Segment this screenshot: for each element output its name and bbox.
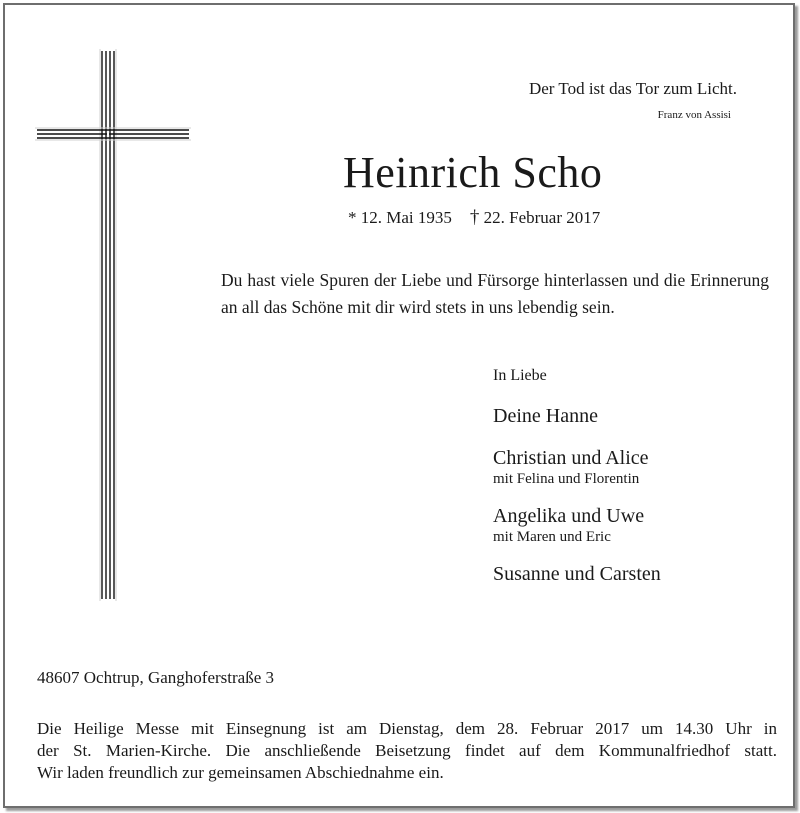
mourner-group [493, 563, 661, 585]
mourner-name: Christian und Alice [493, 447, 649, 469]
death-date: 22. Februar 2017 [483, 208, 601, 227]
mourner-name: Angelika und Uwe [493, 505, 645, 527]
service-line: Die Heilige Messe mit Einsegnung ist am Dienstag, dem 28. Februar 2017 um 14.30 Uhr in [37, 719, 777, 738]
memorial-verse: Du hast viele Spuren der Liebe und Fürsorge hinterlassen und die Erinnerung an all das Schöne mit dir wird stets in uns lebendig sein. [221, 270, 769, 317]
birth-date: * 12. Mai 1935 [348, 208, 452, 227]
mourner-group [493, 505, 661, 547]
mourner-children: mit Felina und Florentin [493, 471, 640, 487]
service-line: Wir laden freundlich zur gemeinsamen Abschiednahme ein. [37, 763, 444, 782]
signature-block [493, 367, 661, 585]
deceased-name: Heinrich Scho [343, 148, 603, 197]
obituary-frame [3, 3, 795, 808]
life-dates [348, 207, 600, 229]
dagger-icon: † [469, 207, 480, 228]
quote-author: Franz von Assisi [657, 109, 731, 121]
mourner-name: Susanne und Carsten [493, 563, 661, 585]
service-notice [37, 718, 777, 784]
quote-text: Der Tod ist das Tor zum Licht. [528, 79, 737, 98]
service-line: der St. Marien-Kirche. Die anschließende Beisetzung findet auf dem Kommunalfriedhof statt. [37, 741, 777, 760]
mourner-name: Deine Hanne [493, 405, 598, 427]
family-address: 48607 Ochtrup, Ganghoferstraße 3 [37, 668, 274, 687]
mourner-children: mit Maren und Eric [493, 529, 611, 545]
mourner-group [493, 405, 661, 427]
mourner-group [493, 447, 661, 489]
signature-intro: In Liebe [493, 367, 547, 384]
cross-icon [33, 45, 193, 605]
